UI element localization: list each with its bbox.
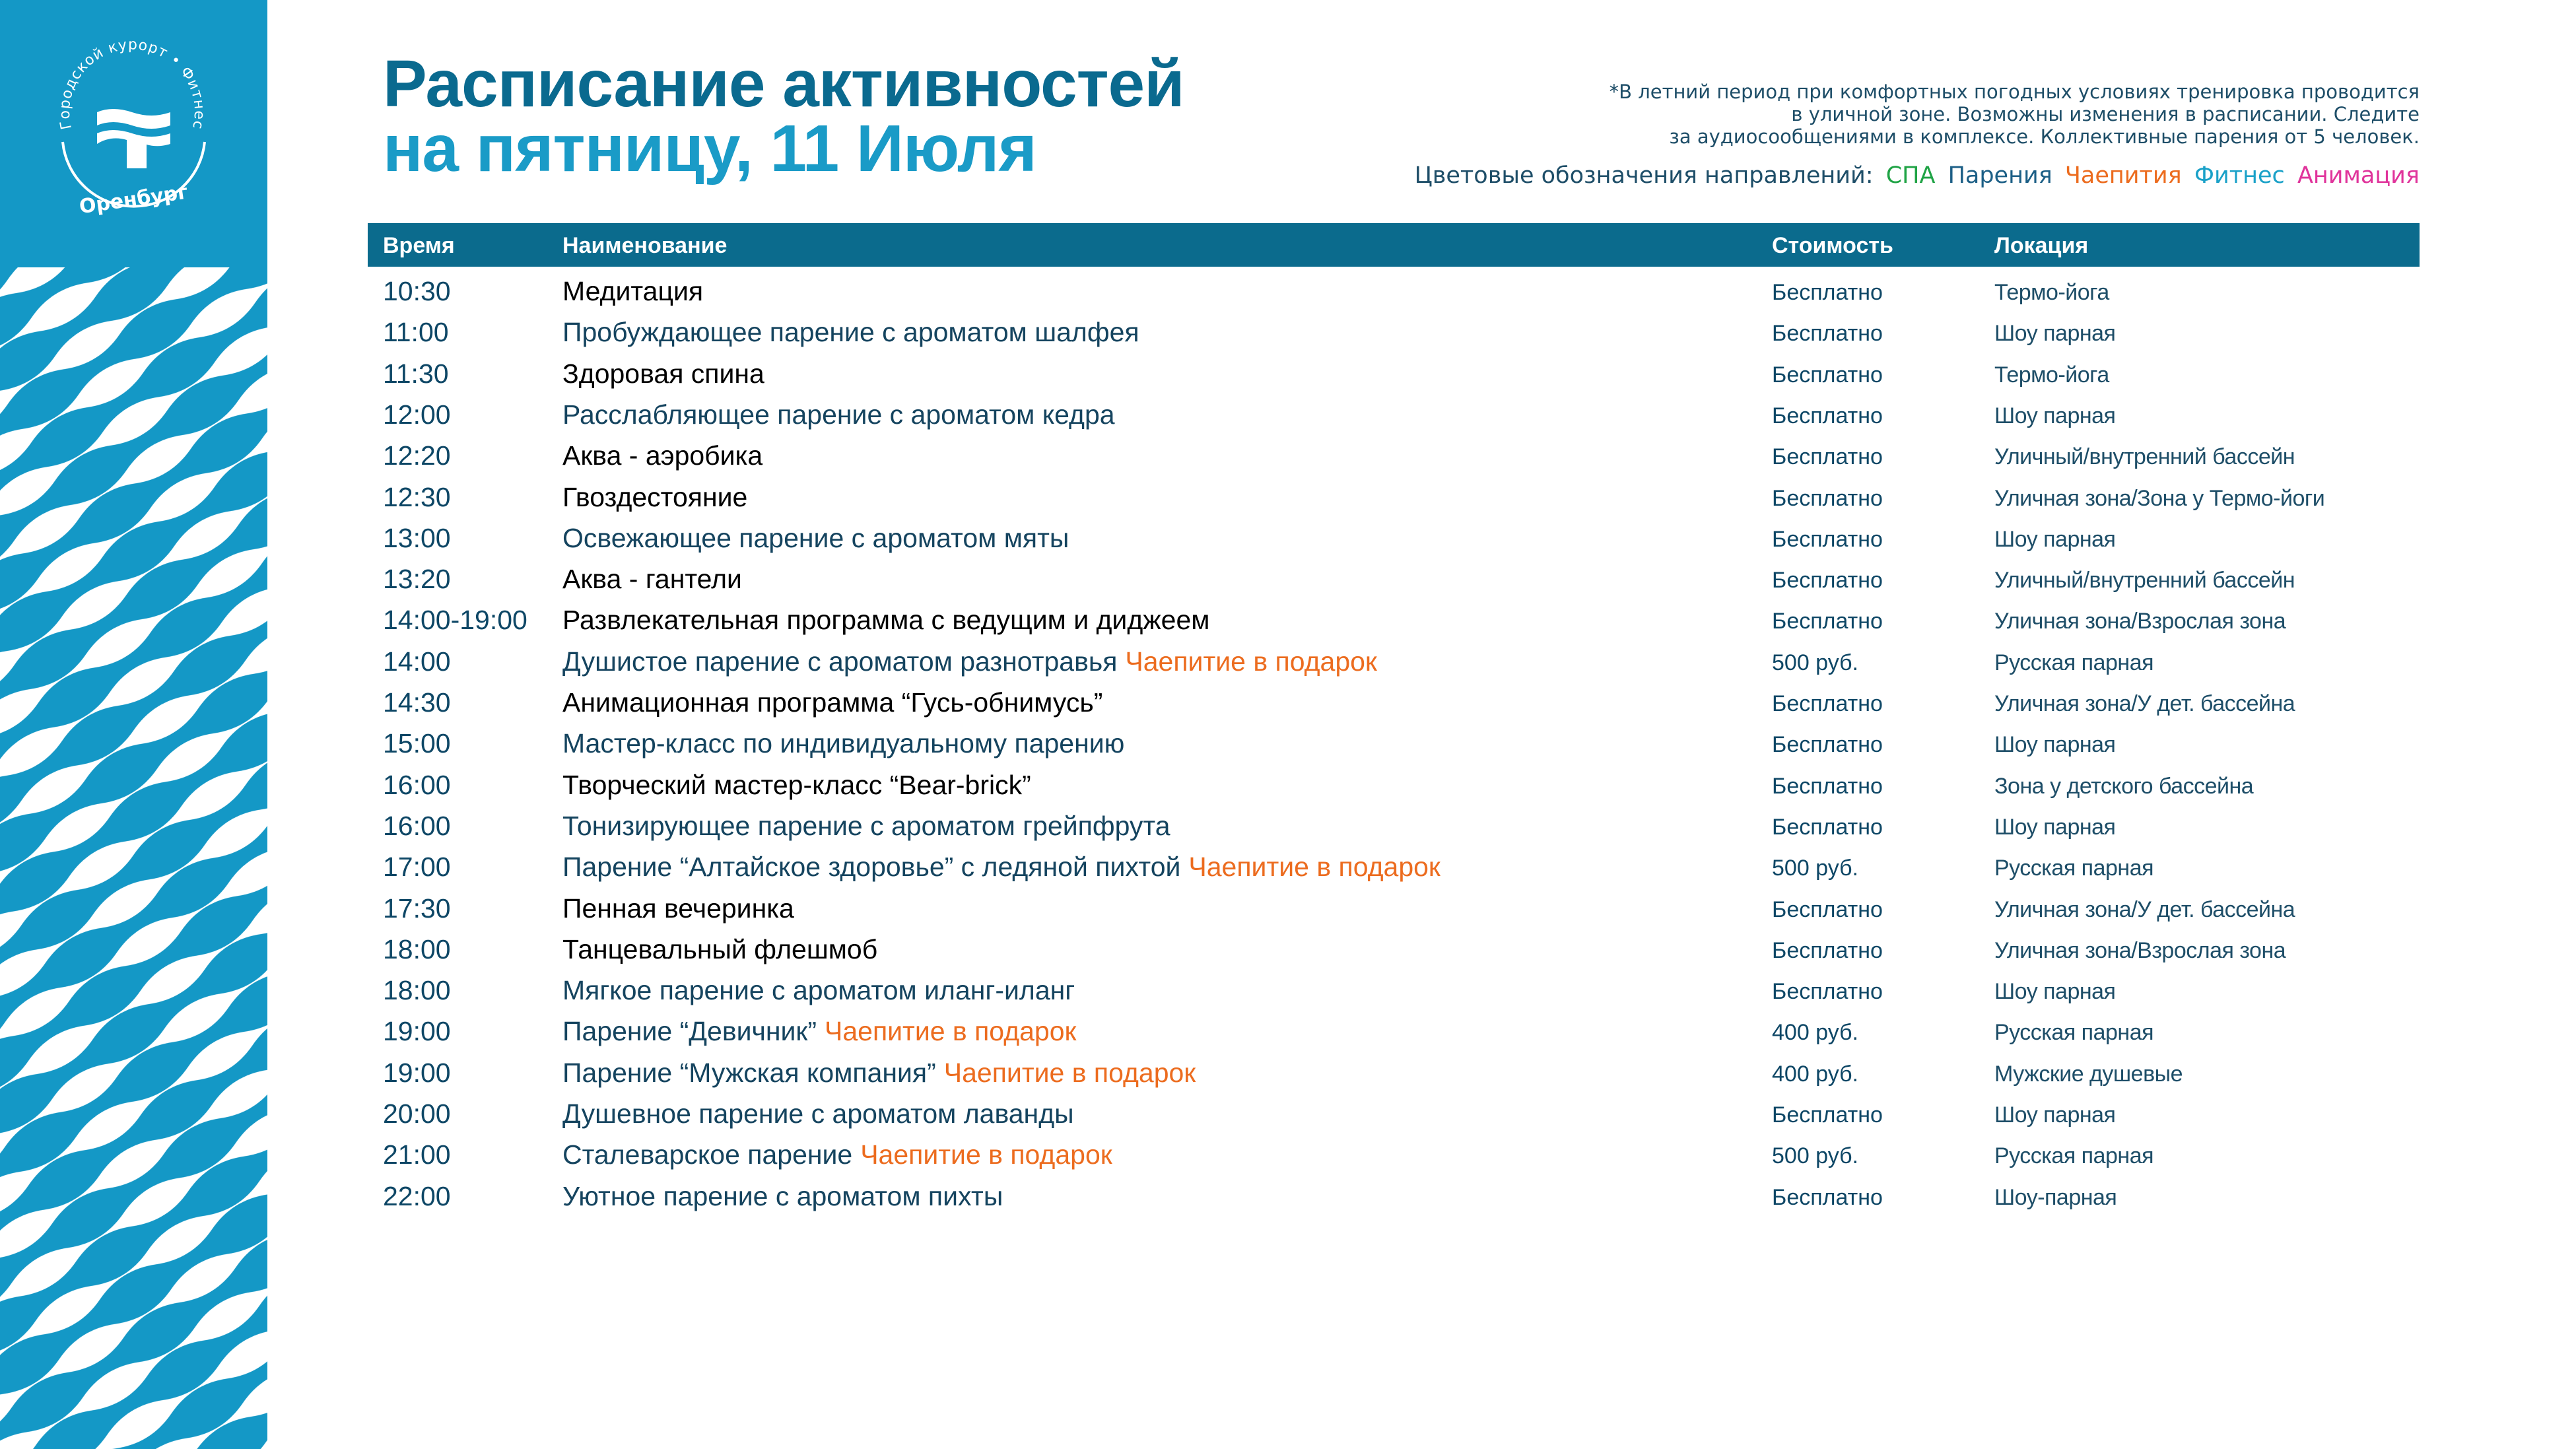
row-time: 14:30 bbox=[383, 687, 451, 718]
row-cost: Бесплатно bbox=[1772, 609, 1883, 634]
row-activity bbox=[562, 811, 1170, 842]
row-activity bbox=[562, 399, 1115, 430]
row-activity-name: Пенная вечеринка bbox=[562, 893, 794, 924]
table-row bbox=[0, 1016, 2576, 1057]
table-row bbox=[0, 646, 2576, 687]
row-location: Уличная зона/Взрослая зона bbox=[1994, 937, 2286, 963]
row-cost: 500 руб. bbox=[1772, 650, 1859, 675]
row-cost: Бесплатно bbox=[1772, 732, 1883, 758]
row-time: 19:00 bbox=[383, 1057, 451, 1088]
row-activity bbox=[562, 852, 1441, 883]
row-activity bbox=[562, 564, 742, 595]
table-row bbox=[0, 728, 2576, 769]
row-activity bbox=[562, 1058, 1196, 1089]
row-location: Шоу парная bbox=[1994, 732, 2116, 758]
table-row bbox=[0, 440, 2576, 481]
row-time: 22:00 bbox=[383, 1180, 451, 1211]
title-line-2: на пятницу, 11 Июля bbox=[383, 112, 1036, 185]
row-cost: 500 руб. bbox=[1772, 1143, 1859, 1169]
row-activity-name: Танцевальный флешмоб bbox=[562, 933, 878, 964]
row-location: Русская парная bbox=[1994, 1143, 2154, 1169]
row-activity-name: Аква - аэробика bbox=[562, 440, 763, 471]
column-header-location: Локация bbox=[1994, 233, 2089, 258]
row-activity-name: Парение “Алтайское здоровье” с ледяной пихтой bbox=[562, 852, 1181, 883]
legend-animation: Анимация bbox=[2297, 162, 2420, 189]
row-cost: Бесплатно bbox=[1772, 362, 1883, 388]
row-location: Шоу парная bbox=[1994, 814, 2116, 840]
legend-steam: Парения bbox=[1948, 162, 2052, 189]
row-time: 12:00 bbox=[383, 399, 451, 430]
row-location: Уличная зона/У дет. бассейна bbox=[1994, 691, 2295, 716]
row-activity bbox=[562, 1016, 1076, 1047]
row-location: Термо-йога bbox=[1994, 280, 2109, 305]
row-tea-gift: Чаепитие в подарок bbox=[1188, 852, 1441, 883]
row-location: Зона у детского бассейна bbox=[1994, 773, 2254, 799]
row-time: 18:00 bbox=[383, 975, 451, 1006]
row-activity bbox=[562, 728, 1124, 759]
table-row bbox=[0, 934, 2576, 975]
title-line-1: Расписание активностей bbox=[383, 47, 1184, 121]
row-activity-name: Пробуждающее парение с ароматом шалфея bbox=[562, 317, 1139, 348]
row-activity-name: Душевное парение с ароматом лаванды bbox=[562, 1098, 1074, 1129]
row-tea-gift: Чаепитие в подарок bbox=[860, 1139, 1112, 1170]
row-cost: Бесплатно bbox=[1772, 691, 1883, 716]
row-location: Мужские душевые bbox=[1994, 1061, 2183, 1087]
row-time: 12:30 bbox=[383, 481, 451, 512]
row-time: 11:00 bbox=[383, 317, 449, 348]
row-activity bbox=[562, 646, 1377, 677]
row-activity-name: Душистое парение с ароматом разнотравья bbox=[562, 646, 1118, 677]
row-activity-name: Развлекательная программа с ведущим и диджеем bbox=[562, 605, 1210, 636]
resort-logo bbox=[0, 0, 267, 267]
row-location: Шоу парная bbox=[1994, 1102, 2116, 1128]
row-location: Уличная зона/Взрослая зона bbox=[1994, 609, 2286, 634]
note-line: в уличной зоне. Возможны изменения в расписании. Следите bbox=[1791, 103, 2420, 125]
row-activity-name: Парение “Мужская компания” bbox=[562, 1057, 936, 1088]
row-cost: Бесплатно bbox=[1772, 485, 1883, 511]
row-time: 13:20 bbox=[383, 564, 451, 595]
table-row bbox=[0, 399, 2576, 440]
row-cost: Бесплатно bbox=[1772, 1184, 1883, 1210]
logo-emblem-icon bbox=[0, 0, 267, 267]
row-activity-name: Расслабляющее парение с ароматом кедра bbox=[562, 399, 1115, 430]
svg-text:Городской курорт • Фитнес: Городской курорт • Фитнес bbox=[56, 36, 208, 131]
row-cost: Бесплатно bbox=[1772, 444, 1883, 470]
row-time: 12:20 bbox=[383, 440, 451, 471]
row-cost: 500 руб. bbox=[1772, 856, 1859, 881]
note-line: *В летний период при комфортных погодных условиях тренировка проводится bbox=[1609, 81, 2420, 103]
row-cost: Бесплатно bbox=[1772, 1102, 1883, 1128]
row-location: Шоу парная bbox=[1994, 321, 2116, 347]
row-activity-name: Творческий мастер-класс “Bear-brick” bbox=[562, 769, 1031, 800]
row-cost: Бесплатно bbox=[1772, 896, 1883, 922]
table-row bbox=[0, 1058, 2576, 1098]
row-activity-name: Гвоздестояние bbox=[562, 481, 748, 512]
row-cost: Бесплатно bbox=[1772, 814, 1883, 840]
row-activity-name: Аква - гантели bbox=[562, 564, 742, 595]
row-activity bbox=[562, 934, 877, 965]
row-activity bbox=[562, 523, 1069, 554]
table-row bbox=[0, 1098, 2576, 1139]
row-activity-name: Медитация bbox=[562, 276, 704, 306]
row-activity bbox=[562, 1139, 1112, 1170]
row-cost: Бесплатно bbox=[1772, 280, 1883, 305]
table-row bbox=[0, 523, 2576, 564]
row-time: 14:00 bbox=[383, 646, 451, 677]
row-time: 15:00 bbox=[383, 728, 451, 759]
row-cost: Бесплатно bbox=[1772, 526, 1883, 552]
row-cost: Бесплатно bbox=[1772, 568, 1883, 593]
row-location: Шоу парная bbox=[1994, 526, 2116, 552]
row-cost: Бесплатно bbox=[1772, 773, 1883, 799]
table-row bbox=[0, 770, 2576, 811]
row-location: Шоу-парная bbox=[1994, 1184, 2117, 1210]
row-time: 21:00 bbox=[383, 1139, 451, 1170]
row-tea-gift: Чаепитие в подарок bbox=[1125, 646, 1377, 677]
row-location: Шоу парная bbox=[1994, 403, 2116, 428]
note-line: за аудиосообщениями в комплексе. Коллективные парения от 5 человек. bbox=[1669, 125, 2420, 148]
row-activity-name: Мастер-класс по индивидуальному парению bbox=[562, 728, 1125, 759]
column-header-time: Время bbox=[383, 233, 455, 258]
row-time: 16:00 bbox=[383, 810, 451, 841]
row-time: 14:00-19:00 bbox=[383, 605, 527, 636]
table-row bbox=[0, 852, 2576, 893]
color-legend bbox=[1409, 162, 2420, 189]
row-time: 18:00 bbox=[383, 933, 451, 964]
row-cost: Бесплатно bbox=[1772, 937, 1883, 963]
row-activity-name: Сталеварское парение bbox=[562, 1139, 853, 1170]
row-tea-gift: Чаепитие в подарок bbox=[825, 1016, 1077, 1047]
row-time: 17:00 bbox=[383, 852, 451, 883]
table-row bbox=[0, 482, 2576, 523]
row-activity-name: Анимационная программа “Гусь-обнимусь” bbox=[562, 687, 1103, 718]
row-location: Русская парная bbox=[1994, 856, 2154, 881]
row-time: 11:30 bbox=[383, 358, 449, 389]
row-activity bbox=[562, 482, 747, 513]
row-activity-name: Уютное парение с ароматом пихты bbox=[562, 1180, 1003, 1211]
row-cost: 400 руб. bbox=[1772, 1020, 1859, 1046]
table-row bbox=[0, 687, 2576, 728]
legend-label: Цветовые обозначения направлений: bbox=[1414, 162, 1874, 189]
row-location: Уличная зона/Зона у Термо-йоги bbox=[1994, 485, 2325, 511]
row-cost: Бесплатно bbox=[1772, 979, 1883, 1005]
row-activity bbox=[562, 358, 764, 389]
row-time: 17:30 bbox=[383, 893, 451, 924]
row-time: 13:00 bbox=[383, 522, 451, 553]
table-header bbox=[368, 223, 2420, 267]
row-activity-name: Мягкое парение с ароматом иланг-иланг bbox=[562, 975, 1075, 1006]
row-cost: Бесплатно bbox=[1772, 403, 1883, 428]
row-activity-name: Парение “Девичник” bbox=[562, 1016, 817, 1047]
table-row bbox=[0, 605, 2576, 646]
row-location: Уличная зона/У дет. бассейна bbox=[1994, 896, 2295, 922]
page-title bbox=[383, 47, 1184, 185]
table-row bbox=[0, 893, 2576, 934]
row-location: Уличный/внутренний бассейн bbox=[1994, 568, 2295, 593]
table-row bbox=[0, 564, 2576, 605]
row-time: 16:00 bbox=[383, 769, 451, 800]
table-row bbox=[0, 1139, 2576, 1180]
row-activity bbox=[562, 770, 1031, 801]
table-row bbox=[0, 975, 2576, 1016]
column-header-cost: Стоимость bbox=[1772, 233, 1893, 258]
row-tea-gift: Чаепитие в подарок bbox=[943, 1057, 1196, 1088]
row-location: Термо-йога bbox=[1994, 362, 2109, 388]
row-location: Русская парная bbox=[1994, 650, 2154, 675]
row-activity bbox=[562, 276, 703, 307]
row-location: Русская парная bbox=[1994, 1020, 2154, 1046]
row-cost: Бесплатно bbox=[1772, 321, 1883, 347]
table-row bbox=[0, 811, 2576, 852]
column-header-name: Наименование bbox=[562, 233, 728, 258]
row-activity bbox=[562, 1181, 1003, 1212]
row-activity bbox=[562, 893, 794, 924]
row-activity bbox=[562, 440, 763, 471]
row-activity bbox=[562, 1098, 1074, 1129]
legend-spa: СПА bbox=[1885, 162, 1936, 189]
row-location: Шоу парная bbox=[1994, 979, 2116, 1005]
svg-text:Оренбург: Оренбург bbox=[77, 180, 189, 219]
row-time: 19:00 bbox=[383, 1016, 451, 1047]
row-activity-name: Тонизирующее парение с ароматом грейпфрута bbox=[562, 810, 1170, 841]
schedule-note bbox=[1495, 81, 2420, 148]
row-time: 10:30 bbox=[383, 276, 451, 306]
row-activity bbox=[562, 317, 1139, 348]
row-activity bbox=[562, 605, 1209, 636]
legend-fitness: Фитнес bbox=[2194, 162, 2285, 189]
row-time: 20:00 bbox=[383, 1098, 451, 1129]
table-row bbox=[0, 1181, 2576, 1222]
row-cost: 400 руб. bbox=[1772, 1061, 1859, 1087]
table-row bbox=[0, 317, 2576, 358]
table-row bbox=[0, 276, 2576, 317]
row-activity bbox=[562, 975, 1075, 1006]
row-activity bbox=[562, 687, 1102, 718]
row-location: Уличный/внутренний бассейн bbox=[1994, 444, 2295, 470]
row-activity-name: Освежающее парение с ароматом мяты bbox=[562, 522, 1069, 553]
legend-tea: Чаепития bbox=[2064, 162, 2182, 189]
table-row bbox=[0, 358, 2576, 399]
row-activity-name: Здоровая спина bbox=[562, 358, 764, 389]
